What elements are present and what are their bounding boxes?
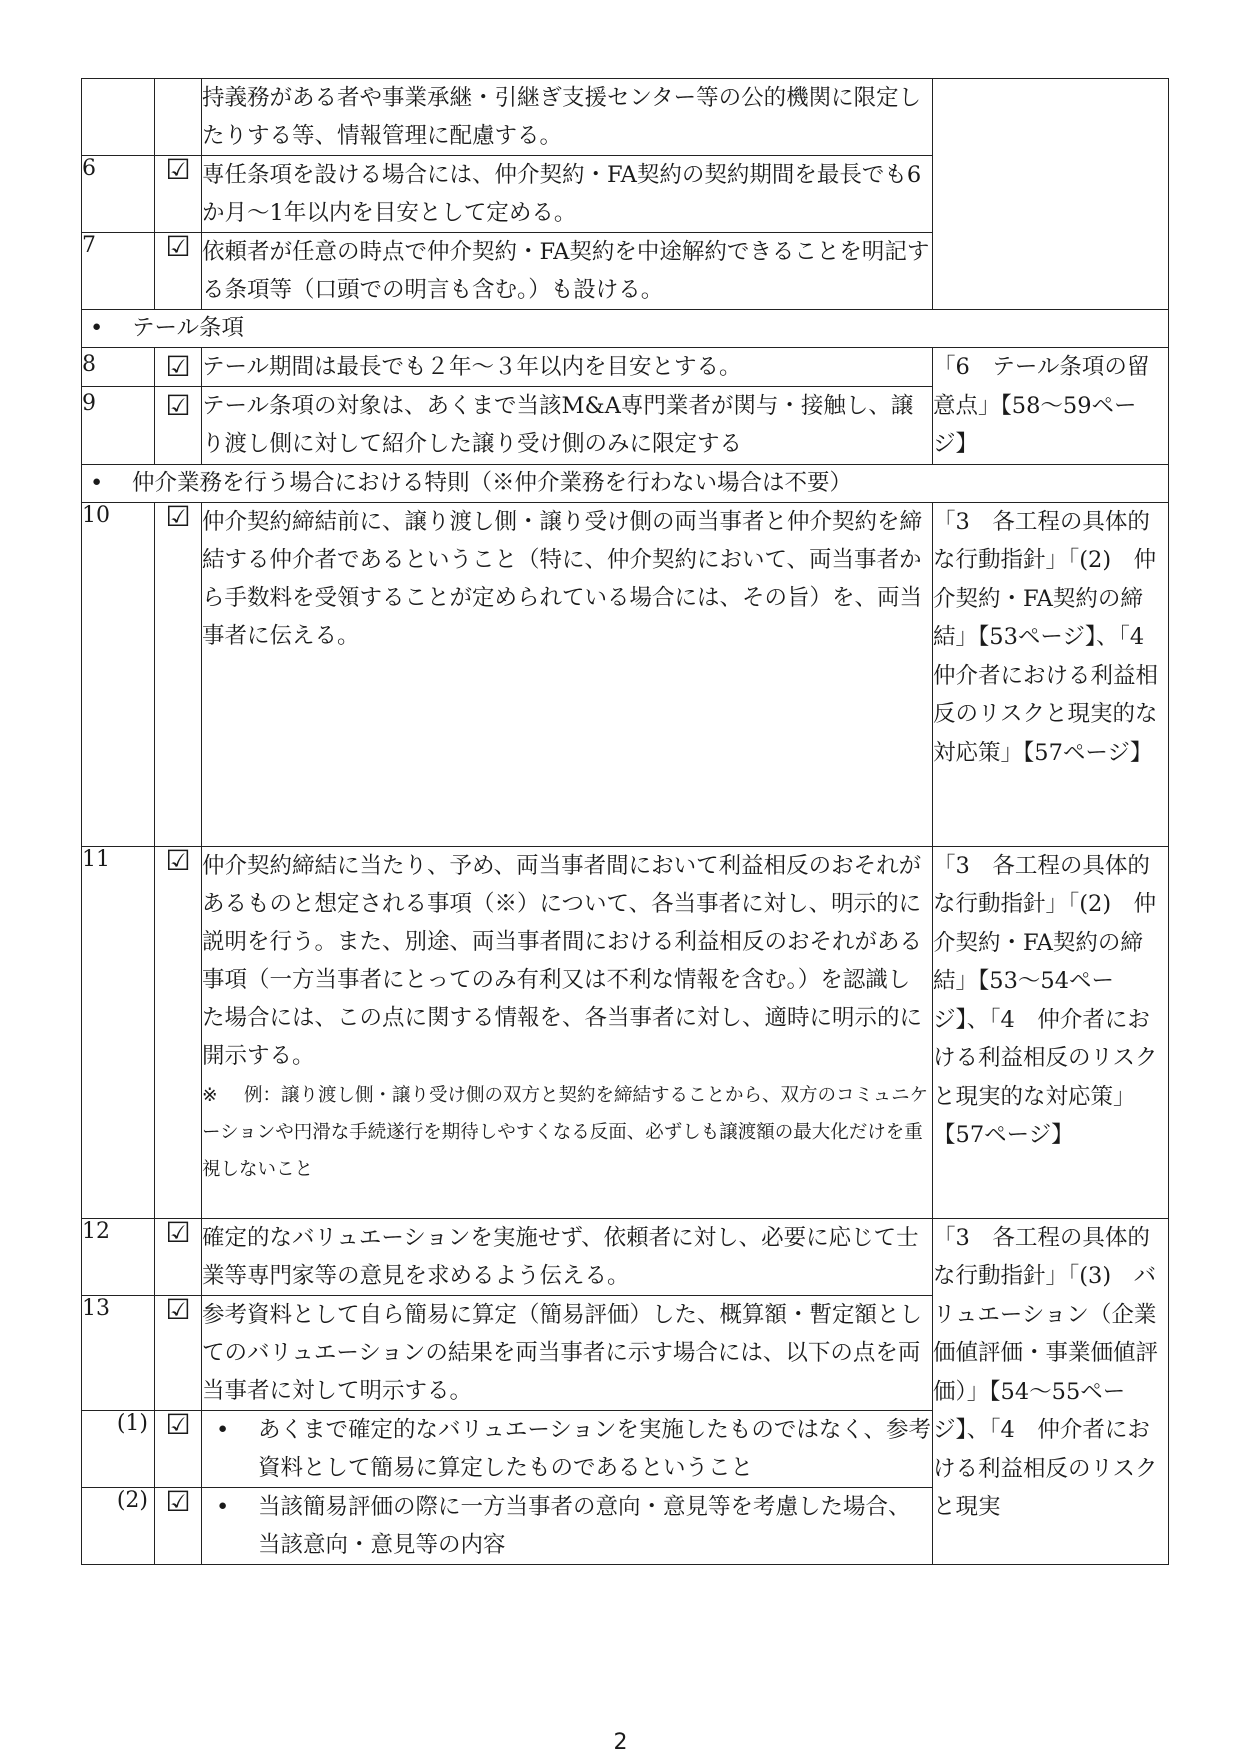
row-number: 9: [82, 387, 155, 464]
section-header: [82, 464, 1169, 502]
section-header-row: [82, 310, 1169, 348]
row-number: (1): [82, 1410, 155, 1487]
row-main-text: 仲介契約締結に当たり、予め、両当事者間において利益相反のおそれがあるものと想定される事項（※）について、各当事者に対し、明示的に説明を行う。また、別途、両当事者間における利益相反のおそれがある事項（一方当事者にとってのみ有利又は不利な情報を含む。）を認識した場合には、この点に関する情報を、各当事者に対し、適時に明示的に開示する。: [202, 852, 923, 1069]
checkbox[interactable]: ☑: [155, 387, 202, 464]
section-header: [82, 310, 1169, 348]
reference-cell: [933, 79, 1169, 310]
section-title: 仲介業務を行う場合における特則（※仲介業務を行わない場合は不要）: [132, 469, 853, 496]
row-number: (2): [82, 1487, 155, 1564]
row-text: [202, 1487, 933, 1564]
row-number: 10: [82, 502, 155, 846]
row-text: [202, 846, 933, 1218]
row-number: 11: [82, 846, 155, 1218]
checkbox[interactable]: ☑: [155, 348, 202, 387]
checkbox[interactable]: ☑: [155, 233, 202, 310]
checkbox[interactable]: [155, 79, 202, 156]
checkbox[interactable]: ☑: [155, 156, 202, 233]
row-number: 7: [82, 233, 155, 310]
row-text: テール条項の対象は、あくまで当該M&A専門業者が関与・接触し、譲り渡し側に対して紹介した譲り受け側のみに限定する: [202, 387, 933, 464]
table-row: [82, 502, 1169, 846]
row-text: 持義務がある者や事業承継・引継ぎ支援センター等の公的機関に限定したりする等、情報管理に配慮する。: [202, 79, 933, 156]
reference-cell: 「3 各工程の具体的な行動指針」「(2) 仲介契約・FA契約の締結」【53ページ】、「4 仲介者における利益相反のリスクと現実的な対応策」【57ページ】: [933, 502, 1169, 846]
row-number: 13: [82, 1295, 155, 1410]
note-text: 例：譲り渡し側・譲り受け側の双方と契約を締結することから、双方のコミュニケーションや円滑な手続遂行を期待しやすくなる反面、必ずしも譲渡額の最大化だけを重視しないこと: [202, 1084, 929, 1180]
checkbox[interactable]: ☑: [155, 1295, 202, 1410]
table-row: [82, 846, 1169, 1218]
row-text: [202, 1410, 933, 1487]
row-text: 仲介契約締結前に、譲り渡し側・譲り受け側の両当事者と仲介契約を締結する仲介者であるということ（特に、仲介契約において、両当事者から手数料を受領することが定められている場合には、その旨）を、両当事者に伝える。: [202, 502, 933, 846]
sub-item-text: あくまで確定的なバリュエーションを実施したものではなく、参考資料として簡易に算定したものであるということ: [258, 1416, 931, 1481]
page-number: 2: [613, 1730, 628, 1755]
row-text: 参考資料として自ら簡易に算定（簡易評価）した、概算額・暫定額としてのバリュエーションの結果を両当事者に示す場合には、以下の点を両当事者に対して明示する。: [202, 1295, 933, 1410]
row-number: 6: [82, 156, 155, 233]
checkbox[interactable]: ☑: [155, 1218, 202, 1295]
bullet-icon: •: [216, 1416, 230, 1443]
reference-cell: 「3 各工程の具体的な行動指針」「(2) 仲介契約・FA契約の締結」【53～54ページ】、「4 仲介者における利益相反のリスクと現実的な対応策」【57ページ】: [933, 846, 1169, 1218]
reference-cell: 「6 テール条項の留意点」【58～59ページ】: [933, 348, 1169, 465]
row-number: [82, 79, 155, 156]
row-number: 12: [82, 1218, 155, 1295]
row-text: 依頼者が任意の時点で仲介契約・FA契約を中途解約できることを明記する条項等（口頭での明言も含む。）も設ける。: [202, 233, 933, 310]
checklist-table: [81, 78, 1169, 1565]
note-mark: ※: [202, 1084, 218, 1106]
section-title: テール条項: [132, 315, 245, 341]
checkbox[interactable]: ☑: [155, 502, 202, 846]
section-header-row: [82, 464, 1169, 502]
row-text: 確定的なバリュエーションを実施せず、依頼者に対し、必要に応じて士業等専門家等の意見を求めるよう伝える。: [202, 1218, 933, 1295]
checkbox[interactable]: ☑: [155, 1487, 202, 1564]
row-text: 専任条項を設ける場合には、仲介契約・FA契約の契約期間を最長でも6か月～1年以内を目安として定める。: [202, 156, 933, 233]
bullet-icon: •: [90, 315, 104, 341]
checkbox[interactable]: ☑: [155, 846, 202, 1218]
checkbox[interactable]: ☑: [155, 1410, 202, 1487]
row-note: [202, 1077, 932, 1188]
sub-item-text: 当該簡易評価の際に一方当事者の意向・意見等を考慮した場合、当該意向・意見等の内容: [258, 1493, 911, 1558]
table-row: [82, 1218, 1169, 1295]
bullet-icon: •: [90, 469, 104, 496]
row-number: 8: [82, 348, 155, 387]
table-row: [82, 79, 1169, 156]
bullet-icon: •: [216, 1493, 230, 1520]
row-text: テール期間は最長でも２年～３年以内を目安とする。: [202, 348, 933, 387]
reference-cell: 「3 各工程の具体的な行動指針」「(3) バリュエーション（企業価値評価・事業価値評価）」【54～55ページ】、「4 仲介者における利益相反のリスクと現実: [933, 1218, 1169, 1564]
table-row: [82, 348, 1169, 387]
